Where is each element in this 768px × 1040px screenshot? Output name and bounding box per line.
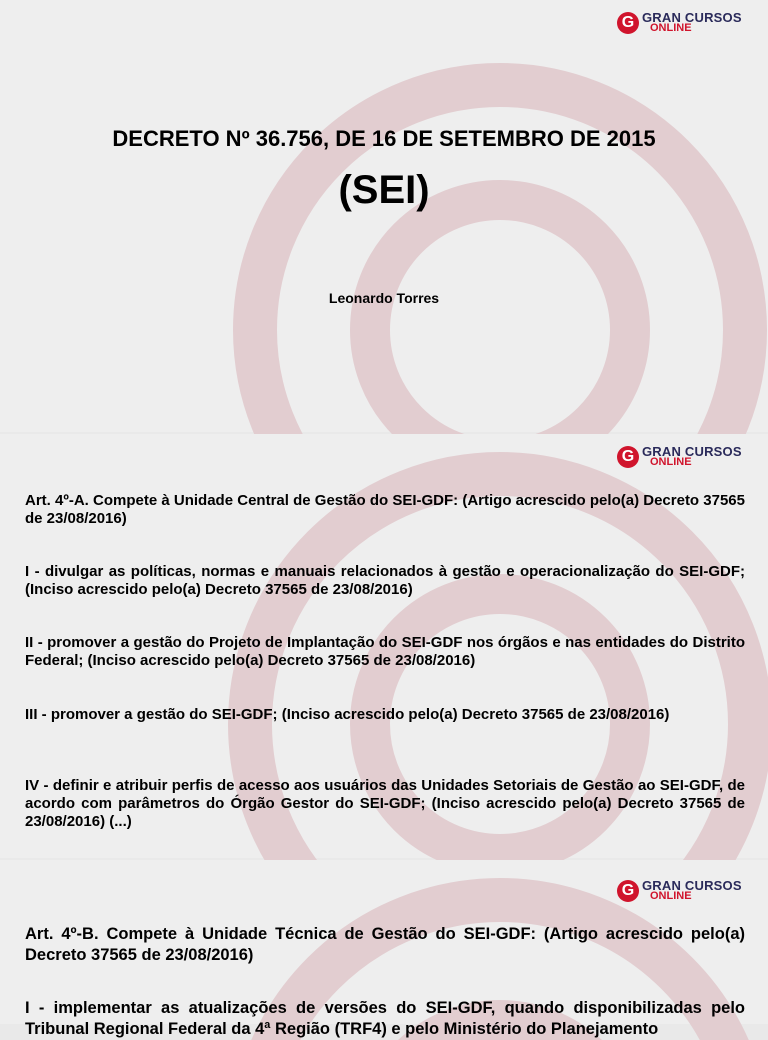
logo-text-online: ONLINE [650,456,692,468]
logo-text-gran: GRAN CURSOS [642,10,742,25]
logo-text-online: ONLINE [650,890,692,902]
paragraph-inciso-i: I - divulgar as políticas, normas e manuais relacionados à gestão e operacionalização do SEI-GDF; (Inciso acrescido pelo(a) Decreto 37565 de 23/08/2016) [25,563,745,598]
slide-article-4a [0,434,768,858]
paragraph-inciso-ii: II - promover a gestão do Projeto de Implantação do SEI-GDF nos órgãos e nas entidades do Distrito Federal; (Inciso acrescido pelo(a) Decreto 37565 de 23/08/2016) [25,634,745,669]
brand-logo [617,446,742,468]
paragraph-art-4b: Art. 4º-B. Compete à Unidade Técnica de Gestão do SEI-GDF: (Artigo acrescido pelo(a) Decreto 37565 de 23/08/2016) [25,925,745,964]
decree-title: DECRETO Nº 36.756, DE 16 DE SETEMBRO DE 2015 [112,126,656,151]
paragraph-inciso-i: I - implementar as atualizações de versões do SEI-GDF, quando disponibilizadas pelo Tribunal Regional Federal da 4ª Região (TRF4) e pelo Ministério do Planejamento [25,999,745,1038]
brand-logo [617,12,742,34]
logo-text-gran: GRAN CURSOS [642,444,742,459]
slide-title [0,0,768,432]
sei-title: (SEI) [338,168,430,212]
paragraph-inciso-iv: IV - definir e atribuir perfis de acesso aos usuários das Unidades Setoriais de Gestão ao SEI-GDF, de acordo com parâmetros do Órgão Gestor do SEI-GDF; (Inciso acrescido pelo(a) Decreto 37565 de 23/08/2016) (...) [25,777,745,830]
brand-logo [617,880,742,902]
watermark-logo-icon [0,0,768,432]
logo-text-online: ONLINE [650,22,692,34]
logo-g-icon: G [617,12,639,34]
logo-g-icon: G [617,880,639,902]
paragraph-inciso-iii: III - promover a gestão do SEI-GDF; (Inciso acrescido pelo(a) Decreto 37565 de 23/08/2016) [25,706,670,723]
slide-article-4b [0,860,768,1038]
paragraph-art-4a: Art. 4º-A. Compete à Unidade Central de Gestão do SEI-GDF: (Artigo acrescido pelo(a) Decreto 37565 de 23/08/2016) [25,492,745,527]
author-name: Leonardo Torres [328,290,440,306]
logo-text-gran: GRAN CURSOS [642,878,742,893]
logo-g-icon: G [617,446,639,468]
